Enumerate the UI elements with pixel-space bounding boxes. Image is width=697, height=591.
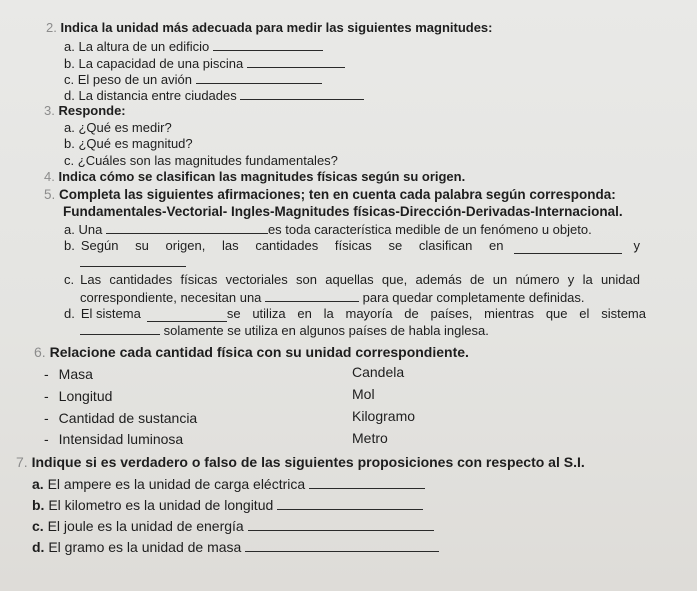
q3-item-c-text: ¿Cuáles son las magnitudes fundamentales? <box>77 153 338 168</box>
q4-title: Indica cómo se clasifican las magnitudes físicas según su origen. <box>58 169 466 184</box>
q2-item-c-text: El peso de un avión <box>77 72 192 87</box>
q5-item-d-blank-1[interactable] <box>147 309 227 322</box>
q5-item-c-letter: c. <box>64 272 75 287</box>
q7-item-c-text: El joule es la unidad de energía <box>47 518 244 534</box>
q5-item-c-line2 <box>80 289 585 306</box>
q6-dash: - <box>44 366 49 382</box>
q7-item-b-blank[interactable] <box>277 497 423 510</box>
q4-number: 4. <box>44 169 55 184</box>
q7-heading <box>16 454 585 470</box>
q5-item-d-blank-2[interactable] <box>80 322 160 335</box>
q3-item-a-text: ¿Qué es medir? <box>78 120 172 135</box>
q5-item-c-blank[interactable] <box>265 289 359 302</box>
q2-item-b-text: La capacidad de una piscina <box>78 56 244 71</box>
q5-item-d-line2-text: solamente se utiliza en algunos países de habla inglesa. <box>163 323 489 338</box>
q5-item-b-letter: b. <box>64 238 75 253</box>
q5-item-b-y: y <box>633 238 640 253</box>
q3-item-b-letter: b. <box>64 136 75 151</box>
q4-heading <box>44 169 465 185</box>
q6-unit-mol: Mol <box>352 386 375 402</box>
q7-item-b-text: El kilometro es la unidad de longitud <box>48 497 274 513</box>
q6-quantity-label: Cantidad de sustancia <box>58 410 198 426</box>
q3-item-c-letter: c. <box>64 153 75 168</box>
q6-quantity-label: Longitud <box>58 388 113 404</box>
q5-title-line1: Completa las siguientes afirmaciones; ten en cuenta cada palabra según corresponda: <box>59 187 616 202</box>
q3-item-a <box>64 120 172 136</box>
q2-item-b-letter: b. <box>64 56 75 71</box>
q7-item-d-letter: d. <box>32 539 45 555</box>
q3-item-a-letter: a. <box>64 120 75 135</box>
q7-item-c-letter: c. <box>32 518 44 534</box>
q6-dash: - <box>44 410 49 426</box>
q2-item-b-blank[interactable] <box>247 55 345 68</box>
q5-item-d-pre: El sistema <box>80 306 141 321</box>
q2-item-a-letter: a. <box>64 39 75 54</box>
q2-item-a-blank[interactable] <box>213 38 323 51</box>
q3-title: Responde: <box>58 103 126 118</box>
q5-item-a-letter: a. <box>64 222 75 237</box>
q2-number: 2. <box>46 20 57 35</box>
q2-item-d <box>64 87 364 104</box>
q2-item-c-letter: c. <box>64 72 75 87</box>
q2-item-d-blank[interactable] <box>240 87 364 100</box>
q7-item-a-blank[interactable] <box>309 476 425 489</box>
q6-unit-metro: Metro <box>352 430 388 446</box>
q2-title: Indica la unidad más adecuada para medir las siguientes magnitudes: <box>60 20 493 35</box>
q3-number: 3. <box>44 103 55 118</box>
q7-item-a-text: El ampere es la unidad de carga eléctrica <box>47 476 306 492</box>
q7-item-d <box>32 539 439 555</box>
q5-item-d-letter: d. <box>64 306 75 321</box>
q6-dash: - <box>44 388 49 404</box>
q5-item-c-post: para quedar completamente definidas. <box>362 290 585 305</box>
q5-item-a-post: es toda característica medible de un fenómeno u objeto. <box>267 222 592 237</box>
q3-item-b-text: ¿Qué es magnitud? <box>78 136 193 151</box>
q5-item-b <box>64 238 640 254</box>
q3-heading <box>44 103 126 119</box>
q7-item-d-blank[interactable] <box>245 539 439 552</box>
q5-item-b-blank-1[interactable] <box>514 241 622 254</box>
q5-item-b-line2 <box>80 254 186 271</box>
q6-quantity-masa <box>44 366 93 382</box>
q6-quantity-label: Intensidad luminosa <box>58 431 184 447</box>
q5-item-c-line1: Las cantidades físicas vectoriales son aquellas que, además de un número y la unidad <box>80 272 640 287</box>
q2-heading <box>46 20 493 36</box>
q6-unit-kilogramo: Kilogramo <box>352 408 416 424</box>
q5-item-a-blank[interactable] <box>106 221 268 234</box>
q5-item-d <box>64 306 646 322</box>
q5-item-a-pre: Una <box>78 222 103 237</box>
q5-item-d-line2 <box>80 322 489 339</box>
q5-item-b-text: Según su origen, las cantidades físicas se clasifican en <box>80 238 504 253</box>
q7-item-c <box>32 518 434 534</box>
q7-number: 7. <box>16 454 28 470</box>
q6-quantity-label: Masa <box>58 366 93 382</box>
q2-item-a <box>64 38 323 55</box>
q2-item-d-letter: d. <box>64 88 75 103</box>
q7-item-a <box>32 476 425 492</box>
q6-number: 6. <box>34 344 46 360</box>
q2-item-c <box>64 71 322 88</box>
q6-quantity-longitud <box>44 388 112 404</box>
q5-item-c-pre: correspondiente, necesitan una <box>80 290 262 305</box>
q5-number: 5. <box>44 187 56 202</box>
q7-title: Indique si es verdadero o falso de las siguientes proposiciones con respecto al S.I. <box>31 454 585 470</box>
q6-quantity-sustancia <box>44 410 197 426</box>
q3-item-c <box>64 153 338 169</box>
q7-item-b <box>32 497 423 513</box>
q2-item-a-text: La altura de un edificio <box>78 39 210 54</box>
q5-item-c <box>64 272 640 288</box>
q6-quantity-intensidad <box>44 431 183 447</box>
q6-unit-candela: Candela <box>352 364 405 380</box>
q7-item-d-text: El gramo es la unidad de masa <box>48 539 242 555</box>
q2-item-d-text: La distancia entre ciudades <box>78 88 237 103</box>
q5-item-b-blank-2[interactable] <box>80 254 186 267</box>
q2-item-c-blank[interactable] <box>196 71 322 84</box>
q2-item-b <box>64 55 345 72</box>
q6-heading <box>34 344 469 360</box>
q5-item-d-post: se utiliza en la mayoría de países, mientras que el sistema <box>226 306 646 321</box>
q5-heading <box>44 187 616 203</box>
q7-item-c-blank[interactable] <box>248 518 434 531</box>
q3-item-b <box>64 136 193 152</box>
q7-item-b-letter: b. <box>32 497 45 513</box>
q7-item-a-letter: a. <box>32 476 44 492</box>
q5-item-a <box>64 221 592 238</box>
q5-word-bank: Fundamentales-Vectorial- Ingles-Magnitudes físicas-Dirección-Derivadas-Internacional. <box>63 204 623 219</box>
q6-title: Relacione cada cantidad física con su unidad correspondiente. <box>49 344 469 360</box>
q6-dash: - <box>44 431 49 447</box>
